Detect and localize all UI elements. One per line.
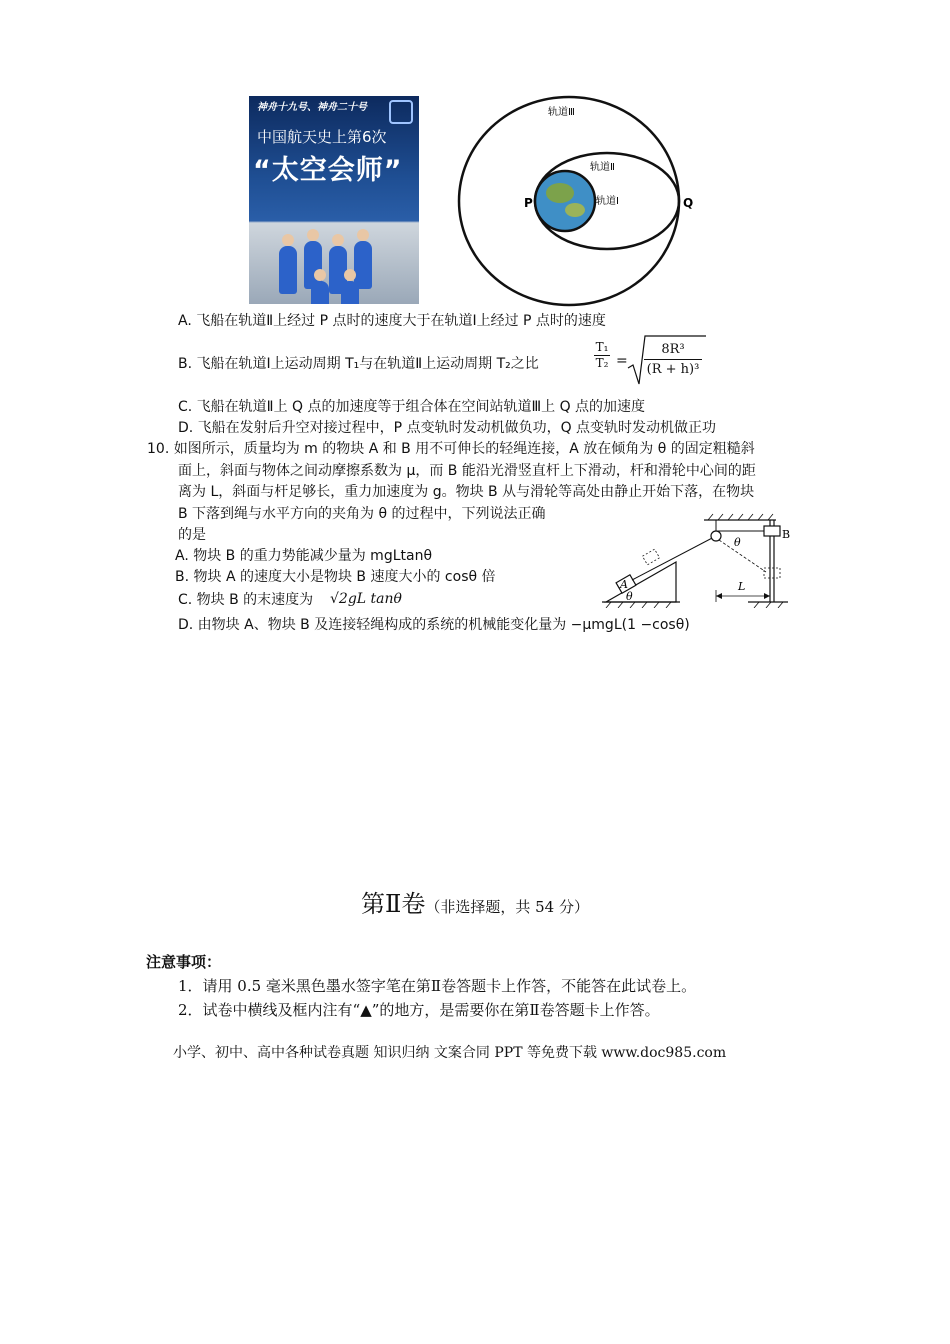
block-a-label: A — [620, 578, 628, 591]
point-q-label: Q — [683, 196, 694, 210]
photo-caption-big: “太空会师” — [253, 155, 403, 186]
q10-option-a: A. 物块 B 的重力势能减少量为 mgLtanθ — [175, 548, 433, 564]
q9-b-fraction — [594, 340, 610, 371]
orbit-diagram — [450, 88, 710, 310]
q9-option-a: A. 飞船在轨道Ⅱ上经过 P 点时的速度大于在轨道Ⅰ上经过 P 点时的速度 — [178, 313, 606, 329]
notes-item-1: 1．请用 0.5 毫米黑色墨水签字笔在第Ⅱ卷答题卡上作答，不能答在此试卷上。 — [178, 977, 697, 995]
notes-heading: 注意事项： — [146, 953, 222, 971]
orbit-3-label: 轨道Ⅲ — [548, 107, 575, 118]
section-2-title: 第Ⅱ卷 — [361, 890, 426, 918]
rope-angle-label: θ — [734, 536, 741, 549]
q9-b-sqrt-fraction — [644, 340, 702, 379]
point-p-label: P — [524, 196, 533, 210]
incline-angle-label: θ — [626, 590, 633, 603]
notes-item-2: 2．试卷中横线及框内注有“▲”的地方，是需要你在第Ⅱ卷答题卡上作答。 — [178, 1001, 660, 1019]
fraction-denominator: T₂ — [595, 356, 609, 370]
q10-stem-line1: 10. 如图所示，质量均为 m 的物块 A 和 B 用不可伸长的轻绳连接，A 放在倾角为 θ 的固定粗糙斜 — [147, 441, 755, 457]
q10-option-c-formula: √2gL tanθ — [330, 591, 402, 607]
q9-option-d: D. 飞船在发射后升空对接过程中，P 点变轨时发动机做负功，Q 点变轨时发动机做正功 — [178, 420, 717, 436]
q9-option-c: C. 飞船在轨道Ⅱ上 Q 点的加速度等于组合体在空间站轨道Ⅲ上 Q 点的加速度 — [178, 399, 646, 415]
section-2-subtitle: （非选择题，共 54 分） — [425, 898, 589, 916]
q10-stem-line2: 面上，斜面与物体之间动摩擦系数为 μ，而 B 能沿光滑竖直杆上下滑动，杆和滑轮中心间的距 — [178, 463, 756, 479]
footer-text: 小学、初中、高中各种试卷真题 知识归纳 文案合同 PPT 等免费下载 www.doc985.com — [173, 1045, 727, 1061]
photo-caption-top: 神舟十九号、神舟二十号 — [257, 102, 367, 113]
block-b-label: B — [782, 528, 791, 541]
q9-option-b-text: B. 飞船在轨道Ⅰ上运动周期 T₁与在轨道Ⅱ上运动周期 T₂之比 — [178, 356, 539, 372]
q10-stem-line3: 离为 L，斜面与杆足够长，重力加速度为 g。物块 B 从与滑轮等高处由静止开始下落，在物块 — [178, 484, 755, 500]
photo-caption-mid: 中国航天史上第6次 — [257, 128, 387, 146]
astronaut-figure — [354, 241, 372, 289]
q10-stem-line5: 的是 — [178, 527, 206, 543]
fraction-numerator: T₁ — [595, 340, 609, 354]
q10-option-b: B. 物块 A 的速度大小是物块 B 速度大小的 cosθ 倍 — [175, 569, 496, 585]
q10-option-d: D. 由物块 A、物块 B 及连接轻绳构成的系统的机械能变化量为 −μmgL(1 −cosθ) — [178, 617, 690, 633]
earth-land — [546, 183, 574, 203]
earth-land — [565, 203, 585, 217]
mission-badge-icon — [389, 100, 413, 124]
sqrt-numerator: 8R³ — [661, 342, 685, 357]
section-2-heading — [0, 884, 950, 919]
q10-option-c-text: C. 物块 B 的末速度为 — [178, 592, 314, 608]
astronaut-figure — [279, 246, 297, 294]
astronaut-figure — [311, 281, 329, 304]
space-rendezvous-photo — [249, 96, 419, 304]
distance-l-label: L — [738, 580, 746, 593]
sqrt-denominator: (R + h)³ — [644, 359, 702, 379]
pulley-incline-diagram — [598, 512, 798, 608]
q10-stem-line4: B 下落到绳与水平方向的夹角为 θ 的过程中，下列说法正确 — [178, 506, 546, 522]
astronaut-figure — [341, 281, 359, 304]
orbit-2-label: 轨道Ⅱ — [590, 162, 615, 173]
orbit-1-label: 轨道Ⅰ — [596, 196, 619, 207]
q9-b-equals: = — [616, 353, 628, 369]
